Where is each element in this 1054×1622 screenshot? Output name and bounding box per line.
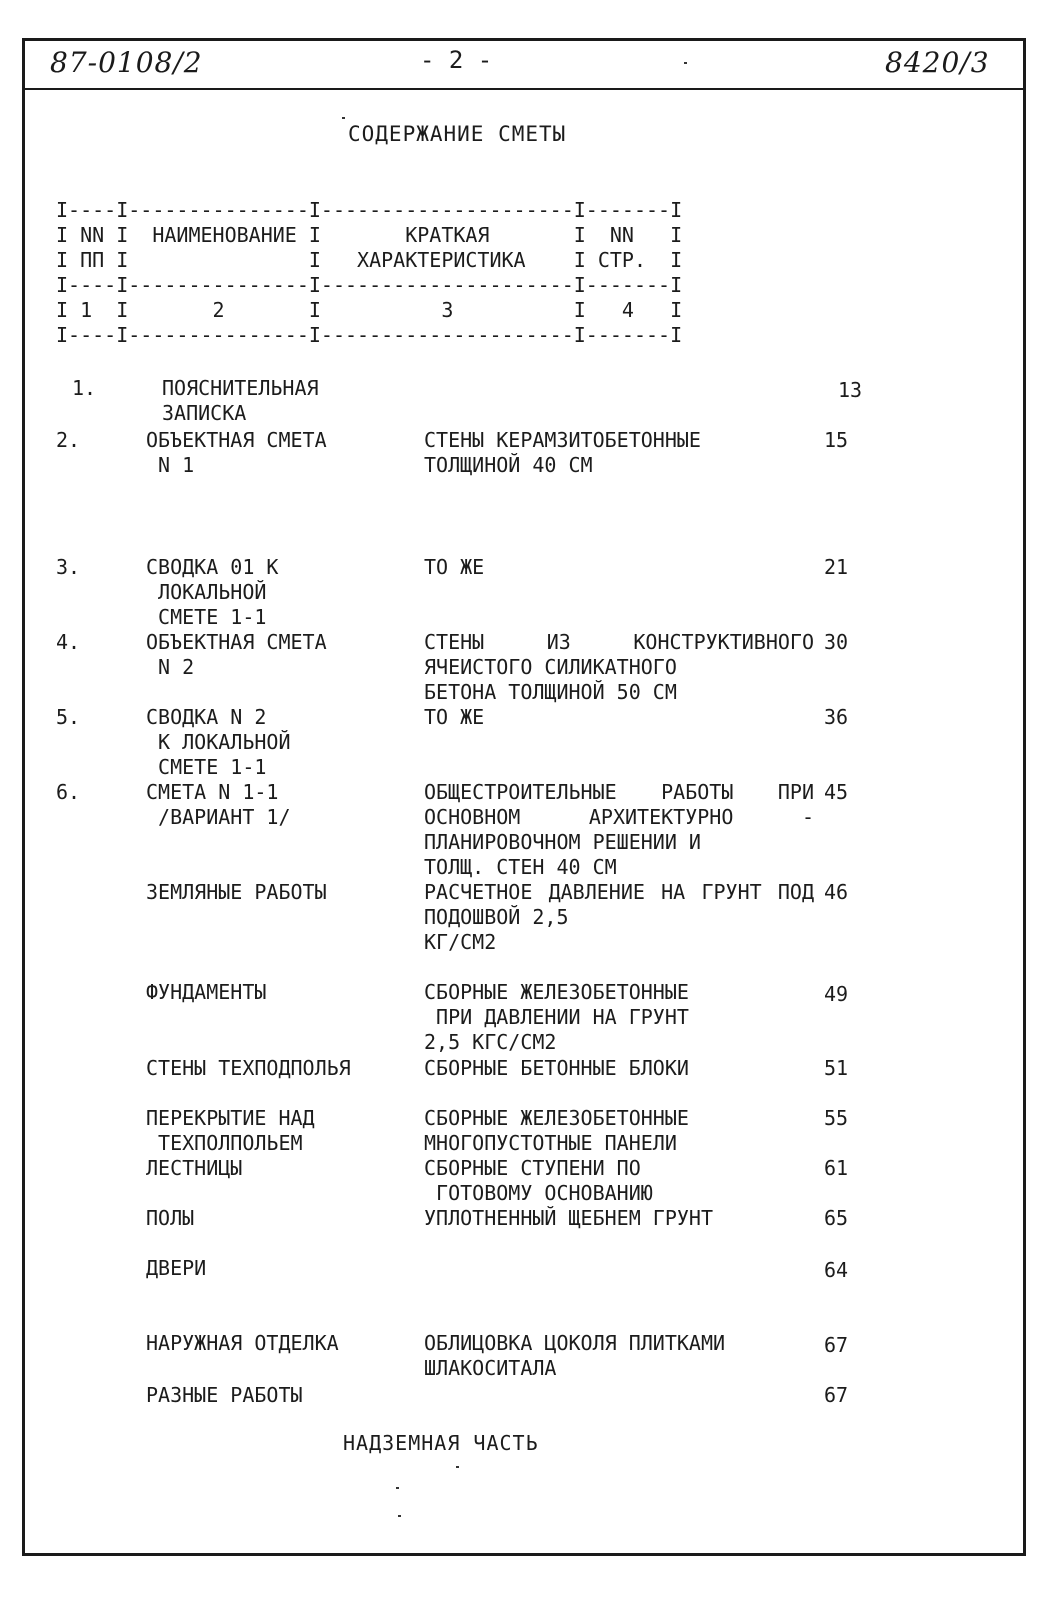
scan-speck bbox=[456, 1466, 459, 1468]
row-number: 6. bbox=[56, 780, 81, 804]
row-description: ОБЛИЦОВКА ЦОКОЛЯ ПЛИТКАМИ ШЛАКОСИТАЛА bbox=[424, 1331, 726, 1380]
row-name: СВОДКА N 2 К ЛОКАЛЬНОЙ СМЕТЕ 1-1 bbox=[146, 705, 291, 779]
row-description: УПЛОТНЕННЫЙ ЩЕБНЕМ ГРУНТ bbox=[424, 1206, 713, 1230]
scan-speck bbox=[684, 62, 687, 64]
scan-speck bbox=[396, 1487, 399, 1489]
row-page: 67 bbox=[824, 1383, 849, 1407]
row-description: ТО ЖЕ bbox=[424, 705, 485, 729]
document-code-right: 8420/3 bbox=[885, 46, 990, 79]
row-number: 3. bbox=[56, 555, 81, 579]
row-page: 64 bbox=[824, 1258, 849, 1282]
row-name: СТЕНЫ ТЕХПОДПОЛЬЯ bbox=[146, 1056, 351, 1080]
row-number: 5. bbox=[56, 705, 81, 729]
row-name: ДВЕРИ bbox=[146, 1256, 207, 1280]
row-name: ПЕРЕКРЫТИЕ НАД ТЕХПОЛПОЛЬЕМ bbox=[146, 1106, 315, 1155]
row-page: 65 bbox=[824, 1206, 849, 1230]
row-page: 67 bbox=[824, 1333, 849, 1357]
row-description: СБОРНЫЕ ЖЕЛЕЗОБЕТОННЫЕ ПРИ ДАВЛЕНИИ НА ГРУНТ 2,5 КГС/СМ2 bbox=[424, 980, 689, 1054]
document-code-left: 87-0108/2 bbox=[50, 46, 203, 79]
row-name: ЗЕМЛЯНЫЕ РАБОТЫ bbox=[146, 880, 327, 904]
header-divider bbox=[22, 88, 1026, 90]
page-number: - 2 - bbox=[420, 46, 493, 74]
row-description: СБОРНЫЕ ЖЕЛЕЗОБЕТОННЫЕ МНОГОПУСТОТНЫЕ ПАНЕЛИ bbox=[424, 1106, 689, 1155]
row-page: 15 bbox=[824, 428, 849, 452]
row-name: ФУНДАМЕНТЫ bbox=[146, 980, 267, 1004]
row-name: ПОЯСНИТЕЛЬНАЯ ЗАПИСКА bbox=[162, 376, 319, 425]
row-name: ЛЕСТНИЦЫ bbox=[146, 1156, 243, 1180]
scan-speck bbox=[398, 1515, 401, 1517]
row-name: СМЕТА N 1-1 /ВАРИАНТ 1/ bbox=[146, 780, 291, 829]
row-description: СТЕНЫ КЕРАМЗИТОБЕТОННЫЕ ТОЛЩИНОЙ 40 СМ bbox=[424, 428, 701, 477]
row-page: 30 bbox=[824, 630, 849, 654]
row-name: НАРУЖНАЯ ОТДЕЛКА bbox=[146, 1331, 339, 1355]
row-page: 13 bbox=[838, 378, 863, 402]
row-page: 61 bbox=[824, 1156, 849, 1180]
row-number: 2. bbox=[56, 428, 81, 452]
row-description: СТЕНЫ ИЗ КОНСТРУКТИВНОГО ЯЧЕИСТОГО СИЛИКАТНОГО БЕТОНА ТОЛЩИНОЙ 50 СМ bbox=[424, 630, 814, 704]
table-header: I----I---------------I---------------------I-------I I NN I НАИМЕНОВАНИЕ I КРАТКАЯ I NN I I ПП I I ХАРАКТЕРИСТИКА I СТР. I I----I---------------I---------------------I-------I I 1 I 2 I 3 I 4 I I----I---------------I---------------------I-------I bbox=[56, 198, 683, 347]
row-page: 49 bbox=[824, 982, 849, 1006]
row-name: ПОЛЫ bbox=[146, 1206, 195, 1230]
row-page: 45 bbox=[824, 780, 849, 804]
row-description: РАСЧЕТНОЕ ДАВЛЕНИЕ НА ГРУНТ ПОД ПОДОШВОЙ 2,5 КГ/СМ2 bbox=[424, 880, 814, 954]
row-page: 46 bbox=[824, 880, 849, 904]
document-title: СОДЕРЖАНИЕ СМЕТЫ bbox=[348, 122, 567, 146]
row-name: ОБЪЕКТНАЯ СМЕТА N 2 bbox=[146, 630, 327, 679]
row-name: ОБЪЕКТНАЯ СМЕТА N 1 bbox=[146, 428, 327, 477]
row-description: ОБЩЕСТРОИТЕЛЬНЫЕ РАБОТЫ ПРИ ОСНОВНОМ АРХИТЕКТУРНО - ПЛАНИРОВОЧНОМ РЕШЕНИИ И ТОЛЩ. СТЕН 40 СМ bbox=[424, 780, 814, 879]
row-number: 4. bbox=[56, 630, 81, 654]
row-name: СВОДКА 01 К ЛОКАЛЬНОЙ СМЕТЕ 1-1 bbox=[146, 555, 279, 629]
row-page: 51 bbox=[824, 1056, 849, 1080]
row-description: СБОРНЫЕ СТУПЕНИ ПО ГОТОВОМУ ОСНОВАНИЮ bbox=[424, 1156, 653, 1205]
row-description: СБОРНЫЕ БЕТОННЫЕ БЛОКИ bbox=[424, 1056, 689, 1080]
row-page: 55 bbox=[824, 1106, 849, 1130]
row-page: 36 bbox=[824, 705, 849, 729]
row-name: РАЗНЫЕ РАБОТЫ bbox=[146, 1383, 303, 1407]
section-heading: НАДЗЕМНАЯ ЧАСТЬ bbox=[343, 1431, 539, 1455]
row-number: 1. bbox=[72, 376, 97, 400]
scan-speck bbox=[342, 117, 345, 119]
row-description: ТО ЖЕ bbox=[424, 555, 485, 579]
row-page: 21 bbox=[824, 555, 849, 579]
